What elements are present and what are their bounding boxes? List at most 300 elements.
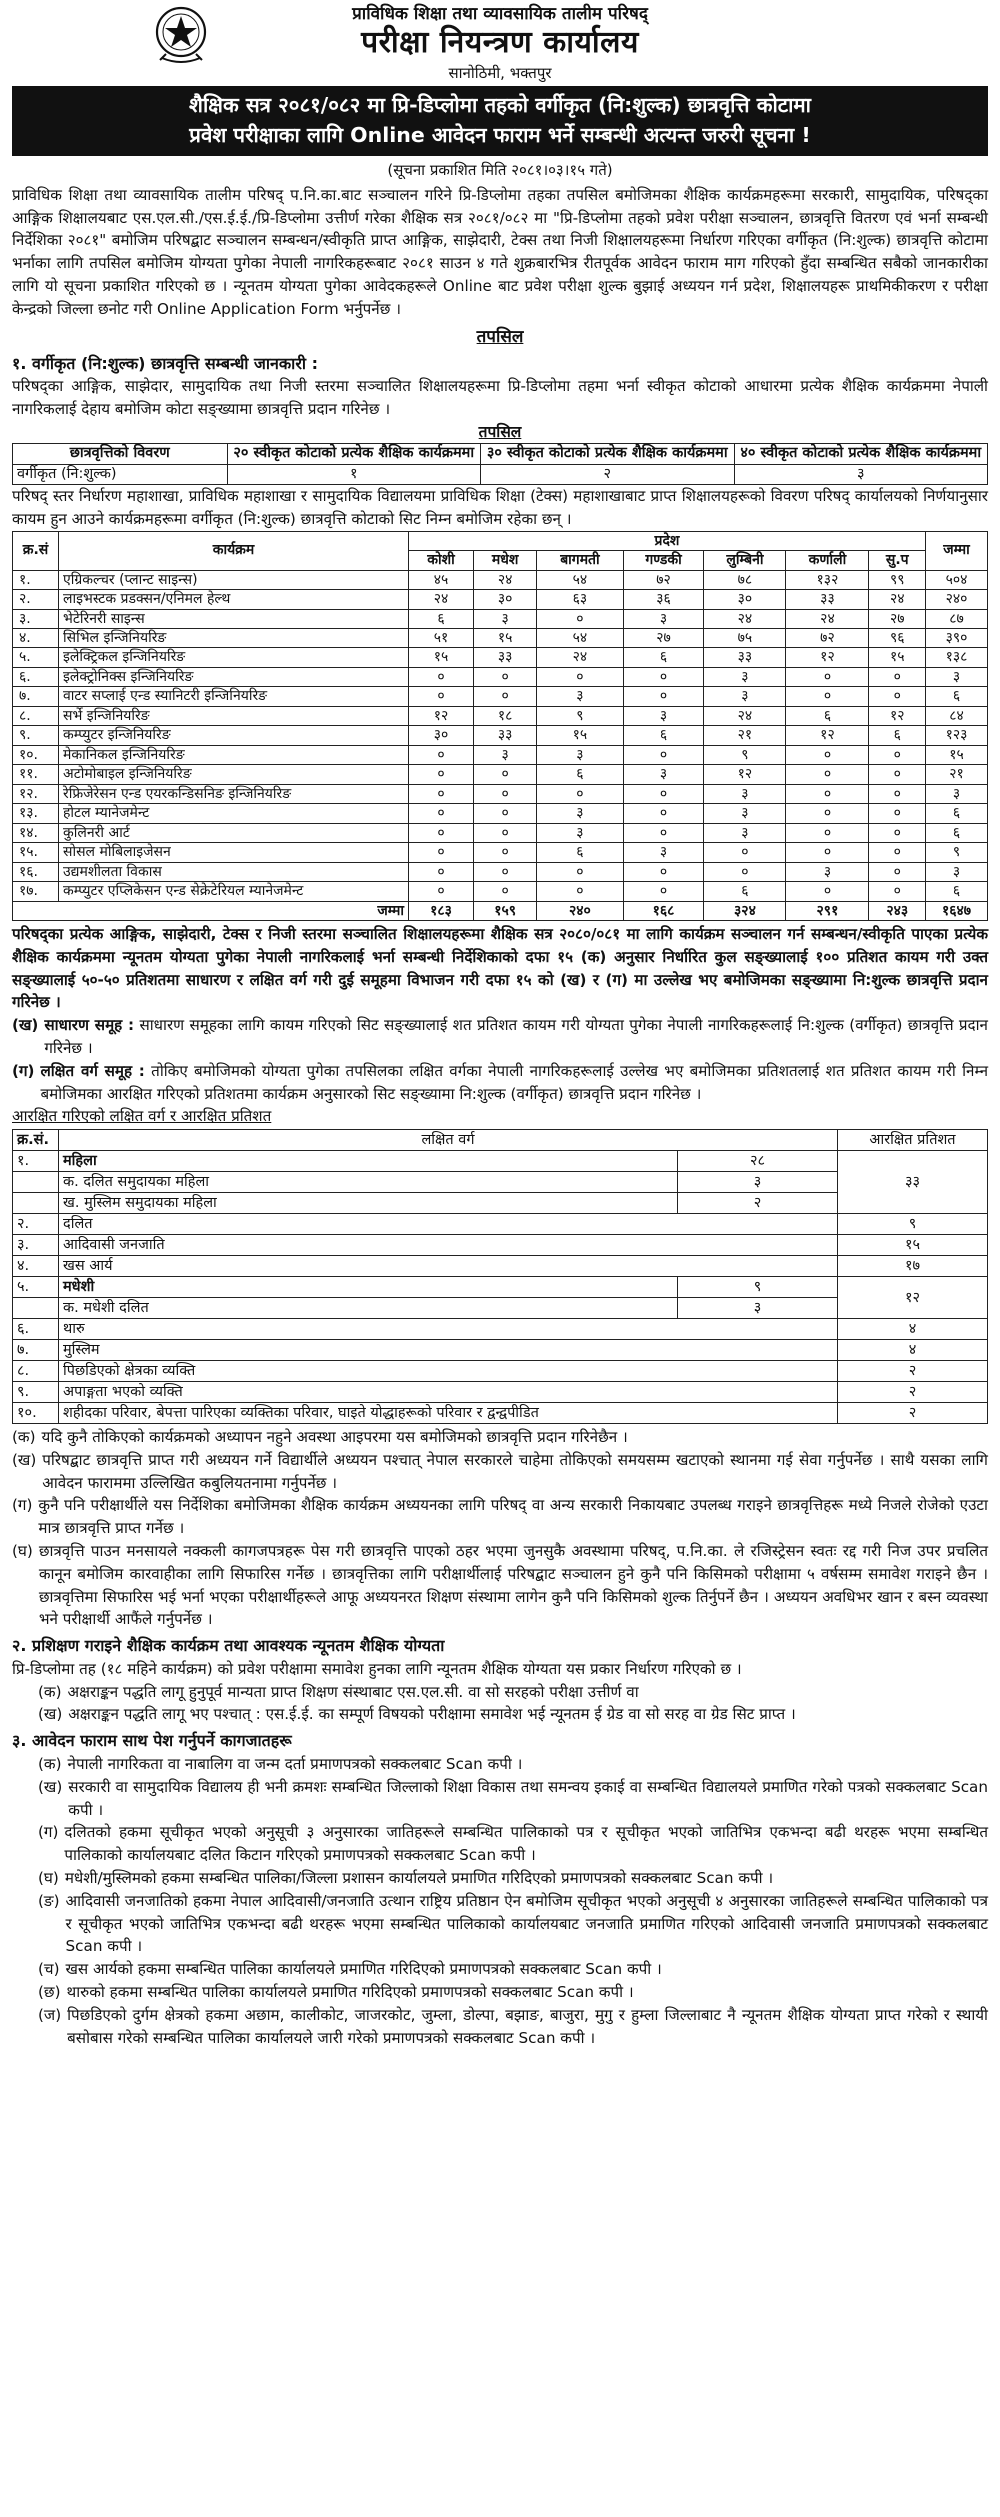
res-sn: ९.: [13, 1382, 59, 1403]
row-province-seats: ०: [537, 882, 623, 901]
quota-cell: २: [481, 464, 735, 485]
total-province-seats: १५९: [474, 901, 537, 920]
section-3-title: ३. आवेदन फाराम साथ पेश गर्नुपर्ने कागजातहरू: [12, 1731, 292, 1751]
item-text: मधेशी/मुस्लिमको हकमा सम्बन्धित पालिका/जिल्ला प्रशासन कार्यालयले प्रमाणित गरिदिएको प्रमाणपत्रको सक्कलबाट Scan कपी ।: [64, 1868, 774, 1887]
row-program: होटल म्यानेजमेन्ट: [59, 804, 409, 823]
row-province-seats: ०: [623, 882, 704, 901]
row-province-seats: ३३: [786, 590, 869, 609]
table-row: [13, 843, 988, 862]
row-province-seats: ०: [786, 745, 869, 764]
row-program: अटोमोबाइल इन्जिनियरिङ: [59, 765, 409, 784]
row-province-seats: ०: [623, 667, 704, 686]
row-province-seats: ३०: [409, 726, 474, 745]
row-province-seats: ३: [704, 687, 786, 706]
section-1-title: १. वर्गीकृत (नि:शुल्क) छात्रवृत्ति सम्बन्धी जानकारी :: [12, 353, 318, 373]
quota-table: [12, 443, 988, 485]
row-province-seats: ०: [623, 784, 704, 803]
row-province-seats: ३: [537, 804, 623, 823]
general-group-item: [12, 1014, 988, 1060]
row-province-seats: ०: [409, 667, 474, 686]
row-province-seats: ०: [623, 823, 704, 842]
item-text: परिषद्बाट छात्रवृत्ति प्राप्त गरी अध्ययन गर्ने विद्यार्थीले अध्ययन पश्चात् नेपाल सरकारले चाहेमा तोकिएको समयसम्म खटाएको स्थानमा गई सेवा गर्नुपर्नेछ । साथै यसका लागि आवेदन फाराममा उल्लिखित कबुलियतनामा गर्नुपर्नेछ ।: [42, 1450, 988, 1492]
row-province-seats: १८: [474, 706, 537, 725]
table-row: [13, 745, 988, 764]
row-province-seats: ०: [409, 804, 474, 823]
section-3-items: [12, 1753, 988, 2049]
row-total: ३: [926, 862, 988, 881]
row-province-seats: ०: [537, 862, 623, 881]
seat-distribution-table: [12, 531, 988, 921]
row-province-seats: ३०: [474, 590, 537, 609]
publish-date: (सूचना प्रकाशित मिति २०८१।०३।१५ गते): [387, 161, 613, 180]
row-province-seats: २४: [704, 706, 786, 725]
item-text: अक्षराङ्कन पद्धति लागू भए पश्चात् : एस.ई.ई. का सम्पूर्ण विषयको परीक्षामा समावेश भई न्यूनतम ई ग्रेड वा सो सरह वा ग्रेड सिट प्राप्त ।: [68, 1705, 796, 1724]
item-mark: (घ): [38, 1868, 59, 1887]
row-sn: ५.: [13, 648, 59, 667]
quota-header: ३० स्वीकृत कोटाको प्रत्येक शैक्षिक कार्यक्रममा: [481, 443, 735, 464]
row-province-seats: २४: [786, 609, 869, 628]
section-1-text: परिषद्का आङ्गिक, साझेदार, सामुदायिक तथा निजी स्तरमा सञ्चालित शिक्षालयहरूमा प्रि-डिप्लोमा तहमा भर्ना स्वीकृत कोटाको आधारमा प्रत्येक शैक्षिक कार्यक्रममा नेपाली नागरिकलाई देहाय बमोजिम कोटा सङ्ख्यामा छात्रवृत्ति प्रदान गरिनेछ ।: [12, 377, 988, 419]
item-mark: (ग): [38, 1823, 59, 1842]
row-program: कम्प्युटर एप्लिकेसन एन्ड सेक्रेटेरियल म्यानेजमेन्ट: [59, 882, 409, 901]
row-province-seats: ३: [623, 609, 704, 628]
section-2-title: २. प्रशिक्षण गराइने शैक्षिक कार्यक्रम तथा आवश्यक न्यूनतम शैक्षिक योग्यता: [12, 1636, 445, 1656]
row-province-seats: २४: [474, 570, 537, 589]
row-total: ८४: [926, 706, 988, 725]
row-province-seats: १३२: [786, 570, 869, 589]
res-pct: ९: [838, 1214, 988, 1235]
res-sub-pct: ३: [678, 1172, 838, 1193]
row-province-seats: ३: [537, 745, 623, 764]
res-sn: ४.: [13, 1256, 59, 1277]
row-program: सर्भे इन्जिनियरिङ: [59, 706, 409, 725]
row-province-seats: ६३: [537, 590, 623, 609]
row-program: वाटर सप्लाई एन्ड स्यानिटरी इन्जिनियरिङ: [59, 687, 409, 706]
org-name-office: परीक्षा नियन्त्रण कार्यालय: [361, 25, 639, 61]
row-province-seats: ०: [623, 687, 704, 706]
res-sn: [13, 1298, 59, 1319]
row-province-seats: ०: [537, 609, 623, 628]
row-province-seats: ०: [474, 804, 537, 823]
row-program: लाइभस्टक प्रडक्सन/एनिमल हेल्थ: [59, 590, 409, 609]
banner-line-2: प्रवेश परीक्षाका लागि Online आवेदन फाराम भर्ने सम्बन्धी अत्यन्त जरुरी सूचना !: [189, 122, 811, 147]
row-province-seats: ९: [704, 745, 786, 764]
row-province-seats: ०: [623, 804, 704, 823]
row-province-seats: ६: [537, 843, 623, 862]
total-province-seats: २९१: [786, 901, 869, 920]
row-sn: ९.: [13, 726, 59, 745]
section-2-items: [12, 1681, 988, 1727]
row-province-seats: ०: [409, 687, 474, 706]
res-sub-pct: २: [678, 1193, 838, 1214]
row-province-seats: ०: [474, 882, 537, 901]
row-province-seats: ०: [869, 843, 926, 862]
row-province-seats: १५: [409, 648, 474, 667]
res-group: आदिवासी जनजाति: [59, 1235, 838, 1256]
row-program: उद्यमशीलता विकास: [59, 862, 409, 881]
res-pct: ३३: [838, 1151, 988, 1214]
res-pct: ४: [838, 1319, 988, 1340]
table-row: [13, 570, 988, 589]
res-sn: १०.: [13, 1403, 59, 1424]
row-program: इलेक्ट्रोनिक्स इन्जिनियरिङ: [59, 667, 409, 686]
res-group: थारु: [59, 1319, 838, 1340]
res-pct: २: [838, 1361, 988, 1382]
quota-header: ४० स्वीकृत कोटाको प्रत्येक शैक्षिक कार्यक्रममा: [734, 443, 988, 464]
reserve-title: आरक्षित गरिएको लक्षित वर्ग र आरक्षित प्रतिशत: [12, 1107, 272, 1126]
row-total: ८७: [926, 609, 988, 628]
table-row: [13, 1256, 988, 1277]
row-province-seats: ६: [623, 726, 704, 745]
res-sn: ६.: [13, 1319, 59, 1340]
row-province-seats: ०: [869, 765, 926, 784]
row-province-seats: ९९: [869, 570, 926, 589]
item-mark: (क): [38, 1755, 62, 1773]
row-sn: १४.: [13, 823, 59, 842]
item-text: साधारण समूहका लागि कायम गरिएको सिट सङ्ख्यालाई शत प्रतिशत कायम गरी योग्यता पुगेका नेपाली नागरिकहरूलाई नि:शुल्क (वर्गीकृत) छात्रवृत्ति प्रदान गरिनेछ ।: [44, 1016, 988, 1058]
row-province-seats: १२: [869, 706, 926, 725]
row-total: ३९०: [926, 629, 988, 648]
item-text: खस आर्यको हकमा सम्बन्धित पालिका कार्यालयले प्रमाणित गरिदिएको प्रमाणपत्रको सक्कलबाट Scan कपी ।: [65, 1960, 662, 1979]
row-total: ६: [926, 804, 988, 823]
list-item: [12, 1703, 988, 1726]
row-total: १३८: [926, 648, 988, 667]
table-row: [13, 706, 988, 725]
list-item: [12, 1958, 988, 1981]
res-group: दलित: [59, 1214, 838, 1235]
item-mark: (ज): [38, 2005, 62, 2024]
row-total: ३: [926, 784, 988, 803]
item-text: दलितको हकमा सूचीकृत भएको अनुसूची ३ अनुसारका जातिहरूले सम्बन्धित पालिकाको पत्र र सूचीकृत भएको जातिभित्र एकभन्दा बढी थरहरू भएमा सम्बन्धित पालिकाको कार्यालयबाट दलित किटान गरिएको प्रमाणपत्रको सक्कलबाट Scan कपी ।: [64, 1823, 988, 1865]
item-text: छात्रवृत्ति पाउन मनसायले नक्कली कागजपत्रहरू पेस गरी छात्रवृत्ति पाएको ठहर भएमा जुनसुकै अवस्थामा परिषद्, प.नि.का. ले रजिस्ट्रेसन स्वतः रद्द गरी निज उपर प्रचलित कानून बमोजिम कारवाहीका लागि सिफारिस गर्नेछ । छात्रवृत्तिका लागि परीक्षार्थीलाई परिषद्बाट सञ्चालन हुने कुनै पनि किसिमको परीक्षामा ५ वर्षसम्म समावेश गराइने छैन । छात्रवृत्तिमा सिफारिस भई भर्ना भएका परीक्षार्थीहरूले आफू अध्ययनरत शिक्षण संस्थामा लागेन कुनै पनि किसिमको शुल्क तिर्नुपर्ने छैन । अध्ययन अवधिभर खान र बस्न व्यवस्था भने परीक्षार्थी आफैंले गर्नुपर्नेछ ।: [38, 1541, 988, 1629]
table-row: [13, 1319, 988, 1340]
row-sn: १७.: [13, 882, 59, 901]
row-province-seats: ०: [409, 823, 474, 842]
row-province-seats: ७५: [704, 629, 786, 648]
table-row: [13, 687, 988, 706]
table-row: [13, 1340, 988, 1361]
row-sn: १.: [13, 570, 59, 589]
item-bold-label: लक्षित वर्ग समूह :: [40, 1061, 145, 1080]
row-province-seats: ०: [786, 784, 869, 803]
reservation-rest-body: [13, 1319, 988, 1424]
row-province-seats: ०: [786, 667, 869, 686]
res-pct: ४: [838, 1340, 988, 1361]
notice-banner: [12, 86, 988, 156]
list-item: [12, 1867, 988, 1890]
row-sn: २.: [13, 590, 59, 609]
item-mark: (ग): [12, 1061, 35, 1080]
row-province-seats: ०: [869, 745, 926, 764]
row-province-seats: ३३: [704, 648, 786, 667]
row-province-seats: ३: [537, 823, 623, 842]
row-province-seats: ३: [537, 687, 623, 706]
table-row: [13, 726, 988, 745]
list-item: [12, 2004, 988, 2050]
row-total: ६: [926, 687, 988, 706]
province-header: गण्डकी: [623, 551, 704, 570]
row-province-seats: ०: [474, 784, 537, 803]
res-pct: २: [838, 1382, 988, 1403]
row-province-seats: ०: [869, 667, 926, 686]
row-province-seats: ०: [474, 843, 537, 862]
res-pct: १५: [838, 1235, 988, 1256]
row-sn: १५.: [13, 843, 59, 862]
row-total: ३: [926, 667, 988, 686]
row-sn: ७.: [13, 687, 59, 706]
row-sn: १२.: [13, 784, 59, 803]
quota-header: २० स्वीकृत कोटाको प्रत्येक शैक्षिक कार्यक्रममा: [227, 443, 481, 464]
header-pradesh: प्रदेश: [409, 531, 926, 550]
row-province-seats: २४: [537, 648, 623, 667]
row-program: रेफ्रिजेरेसन एन्ड एयरकन्डिसनिङ इन्जिनियरिङ: [59, 784, 409, 803]
table-row: [13, 1382, 988, 1403]
item-mark: (ख): [38, 1705, 63, 1724]
row-total: १५: [926, 745, 988, 764]
province-header: लुम्बिनी: [704, 551, 786, 570]
row-province-seats: १२: [409, 706, 474, 725]
row-province-seats: ५४: [537, 570, 623, 589]
row-sn: १०.: [13, 745, 59, 764]
seat-table-body: [13, 570, 988, 920]
item-mark: (क): [38, 1682, 62, 1701]
row-sn: १६.: [13, 862, 59, 881]
row-program: सिभिल इन्जिनियरिङ: [59, 629, 409, 648]
row-province-seats: ०: [869, 784, 926, 803]
row-province-seats: ७८: [704, 570, 786, 589]
res-group: क. दलित समुदायका महिला: [59, 1172, 678, 1193]
tapsil-heading: तपसिल: [476, 326, 524, 347]
row-province-seats: ३३: [474, 726, 537, 745]
table-row: [13, 629, 988, 648]
item-bold-label: साधारण समूह :: [44, 1016, 135, 1035]
row-sn: ४.: [13, 629, 59, 648]
row-province-seats: ३६: [623, 590, 704, 609]
item-mark: (ख): [12, 1016, 39, 1035]
table-row: [13, 1361, 988, 1382]
row-province-seats: १५: [869, 648, 926, 667]
province-header: सु.प: [869, 551, 926, 570]
list-item: [12, 1890, 988, 1958]
row-province-seats: ०: [869, 804, 926, 823]
row-province-seats: ६: [869, 726, 926, 745]
row-province-seats: १५: [537, 726, 623, 745]
province-header: कोशी: [409, 551, 474, 570]
row-province-seats: २१: [704, 726, 786, 745]
row-province-seats: ०: [869, 882, 926, 901]
row-total: ५०४: [926, 570, 988, 589]
intro-paragraph: प्राविधिक शिक्षा तथा व्यावसायिक तालीम परिषद् प.नि.का.बाट सञ्चालन गरिने प्रि-डिप्लोमा तहका तपसिल बमोजिमका शैक्षिक कार्यक्रमहरूमा सरकारी, सामुदायिक, परिषद्का आङ्गिक शिक्षालयबाट एस.एल.सी./एस.ई.ई./प्रि-डिप्लोमा उत्तीर्ण गरेका शैक्षिक सत्र २०८१/०८२ मा "प्रि-डिप्लोमा तहको प्रवेश परीक्षा सञ्चालन, छात्रवृत्ति वितरण एवं भर्ना सम्बन्धी निर्देशिका २०८१" बमोजिम परिषद्बाट सञ्चालन सम्बन्धन/स्वीकृति प्राप्त आङ्गिक, साझेदारी, टेक्स तथा निजी शिक्षालयहरूमा निर्धारण गरिएका वर्गीकृत (नि:शुल्क) छात्रवृत्ति कोटामा भर्नाका लागि तपसिल बमोजिम योग्यता पुगेका नेपाली नागरिकहरूबाट २०८१ साउन ४ गते शुक्रबारभित्र रीतपूर्वक आवेदन फाराम माग गरिएको हुँदा सम्बन्धित सबैको जानकारीका लागि यो सूचना प्रकाशित गरिएको छ । न्यूनतम योग्यता पुगेका आवेदकहरूले Online बाट प्रवेश परीक्षा शुल्क बुझाई अध्ययन गर्न प्रदेश, शिक्षालयहरू प्राथमिकीकरण र परीक्षा केन्द्रको जिल्ला छनोट गरी Online Application Form भर्नुपर्नेछ ।: [12, 185, 988, 318]
row-province-seats: ३: [704, 804, 786, 823]
row-province-seats: ६: [623, 648, 704, 667]
row-province-seats: ३०: [704, 590, 786, 609]
item-text: पिछडिएको दुर्गम क्षेत्रको हकमा अछाम, कालीकोट, जाजरकोट, जुम्ला, डोल्पा, बझाङ, बाजुरा, मुगु र हुम्ला जिल्लाबाट नै न्यूनतम शैक्षिक योग्यता प्राप्त गरेको र स्थायी बसोबास गरेको सम्बन्धित पालिका कार्यालयले जारी गरेको प्रमाणपत्रको सक्कलबाट Scan कपी ।: [67, 2005, 988, 2047]
section-1-text-2: परिषद् स्तर निर्धारण महाशाखा, प्राविधिक महाशाखा र सामुदायिक विद्यालयमा प्राविधिक शिक्षा (टेक्स) महाशाखाबाट प्राप्त शिक्षालयहरूको विवरण परिषद् कार्यालयको निर्णयानुसार कायम हुन आउने कार्यक्रमहरूमा वर्गीकृत (नि:शुल्क) छात्रवृत्ति कोटाको सिट निम्न बमोजिम रहेका छन् ।: [12, 487, 988, 528]
res-group: पिछडिएको क्षेत्रका व्यक्ति: [59, 1361, 838, 1382]
res-sub-pct: ९: [678, 1277, 838, 1298]
item-mark: (छ): [38, 1982, 61, 2001]
total-province-seats: १६८: [623, 901, 704, 920]
res-sn: २.: [13, 1214, 59, 1235]
row-province-seats: ६: [786, 706, 869, 725]
res-sn: ७.: [13, 1340, 59, 1361]
org-name-parent: प्राविधिक शिक्षा तथा व्यावसायिक तालीम परिषद्: [352, 4, 648, 24]
row-province-seats: ०: [786, 687, 869, 706]
row-program: मेकानिकल इन्जिनियरिङ: [59, 745, 409, 764]
res-group: मुस्लिम: [59, 1340, 838, 1361]
row-province-seats: ६: [409, 609, 474, 628]
province-header: कर्णाली: [786, 551, 869, 570]
row-sn: ३.: [13, 609, 59, 628]
item-mark: (ग): [12, 1496, 33, 1515]
row-province-seats: २४: [409, 590, 474, 609]
table-row: [13, 804, 988, 823]
row-province-seats: ०: [537, 667, 623, 686]
row-province-seats: ०: [704, 843, 786, 862]
quota-cell: वर्गीकृत (नि:शुल्क): [13, 464, 228, 485]
res-group: शहीदका परिवार, बेपत्ता पारिएका व्यक्तिका परिवार, घाइते योद्धाहरूको परिवार र द्वन्द्वपीडित: [59, 1403, 838, 1424]
item-mark: (ख): [38, 1777, 63, 1796]
row-province-seats: ६: [704, 882, 786, 901]
res-pct: १२: [838, 1277, 988, 1319]
item-mark: (च): [38, 1960, 60, 1979]
header-total: जम्मा: [926, 531, 988, 570]
row-province-seats: ३: [623, 843, 704, 862]
row-province-seats: ०: [869, 687, 926, 706]
row-province-seats: ०: [537, 784, 623, 803]
row-program: भेटेरिनरी साइन्स: [59, 609, 409, 628]
res-sub-pct: ३: [678, 1298, 838, 1319]
row-province-seats: ०: [409, 843, 474, 862]
letterhead: [12, 0, 988, 86]
row-province-seats: ०: [786, 765, 869, 784]
total-province-seats: २४०: [537, 901, 623, 920]
res-group: अपाङ्गता भएको व्यक्ति: [59, 1382, 838, 1403]
total-label: जम्मा: [13, 901, 409, 920]
row-province-seats: २७: [869, 609, 926, 628]
row-total: १२३: [926, 726, 988, 745]
row-province-seats: ०: [474, 862, 537, 881]
table-row: [13, 882, 988, 901]
item-text: तोकिए बमोजिमको योग्यता पुगेका तपसिलका लक्षित वर्गका नेपाली नागरिकहरूलाई उल्लेख भए बमोजिमका प्रतिशतलाई शत प्रतिशत कायम गरी निम्न बमोजिमका आरक्षित गरिएको प्रतिशतमा कार्यक्रम अनुसारको सिट सङ्ख्यामा नि:शुल्क (वर्गीकृत) छात्रवृत्ति प्रदान गरिनेछ ।: [40, 1061, 988, 1103]
row-province-seats: १५: [474, 629, 537, 648]
table-row: [13, 1214, 988, 1235]
table-row: [13, 648, 988, 667]
item-text: थारुको हकमा सम्बन्धित पालिका कार्यालयले प्रमाणित गरिदिएको प्रमाणपत्रको सक्कलबाट Scan कपी ।: [66, 1982, 634, 2001]
res-sn: ३.: [13, 1235, 59, 1256]
item-mark: (ख): [12, 1450, 37, 1469]
row-province-seats: ०: [786, 804, 869, 823]
row-sn: १३.: [13, 804, 59, 823]
table-row: [13, 590, 988, 609]
row-sn: ११.: [13, 765, 59, 784]
list-item: [12, 1540, 988, 1631]
row-program: कम्प्युटर इन्जिनियरिङ: [59, 726, 409, 745]
list-item: [12, 1776, 988, 1822]
res-group: क. मधेशी दलित: [59, 1298, 678, 1319]
res-pct: १७: [838, 1256, 988, 1277]
res-group: ख. मुस्लिम समुदायका महिला: [59, 1193, 678, 1214]
row-province-seats: ९: [537, 706, 623, 725]
row-province-seats: ०: [474, 687, 537, 706]
table-row: [13, 862, 988, 881]
total-province-seats: २४३: [869, 901, 926, 920]
grand-total: १६४७: [926, 901, 988, 920]
item-mark: (क): [12, 1428, 36, 1446]
list-item: [12, 1981, 988, 2004]
total-province-seats: १८३: [409, 901, 474, 920]
row-province-seats: ०: [869, 823, 926, 842]
row-program: सोसल मोबिलाइजेसन: [59, 843, 409, 862]
row-total: ६: [926, 823, 988, 842]
res-sn: ८.: [13, 1361, 59, 1382]
table-row: [13, 823, 988, 842]
row-province-seats: ३: [704, 823, 786, 842]
row-province-seats: ३: [623, 706, 704, 725]
row-province-seats: ०: [409, 882, 474, 901]
row-province-seats: ३: [623, 765, 704, 784]
table-row: [13, 609, 988, 628]
res-sn: १.: [13, 1151, 59, 1172]
table-row: [13, 1151, 988, 1172]
province-header: मधेश: [474, 551, 537, 570]
row-province-seats: ०: [786, 843, 869, 862]
table-row: [13, 765, 988, 784]
target-group-item: [12, 1060, 988, 1106]
banner-line-1: शैक्षिक सत्र २०८१/०८२ मा प्रि-डिप्लोमा तहको वर्गीकृत (नि:शुल्क) छात्रवृत्ति कोटामा: [189, 93, 811, 117]
row-province-seats: ०: [409, 765, 474, 784]
row-province-seats: ०: [704, 862, 786, 881]
res-group: महिला: [59, 1151, 678, 1172]
row-province-seats: ०: [474, 667, 537, 686]
row-province-seats: ३: [704, 784, 786, 803]
row-total: २१: [926, 765, 988, 784]
notes-list: [12, 1426, 988, 1631]
res-group: मधेशी: [59, 1277, 678, 1298]
item-text: नेपाली नागरिकता वा नाबालिग वा जन्म दर्ता प्रमाणपत्रको सक्कलबाट Scan कपी ।: [67, 1755, 523, 1773]
list-item: [12, 1821, 988, 1867]
row-province-seats: ३: [474, 745, 537, 764]
quota-cell: १: [227, 464, 481, 485]
row-province-seats: ३३: [474, 648, 537, 667]
row-province-seats: ७२: [786, 629, 869, 648]
list-item: [12, 1426, 988, 1449]
quota-header: छात्रवृत्तिको विवरण: [13, 443, 228, 464]
table-row: [13, 784, 988, 803]
item-text: यदि कुनै तोकिएको कार्यक्रमको अध्यापन नहुने अवस्था आइपरमा यस बमोजिमको छात्रवृत्ति प्रदान गरिनेछैन ।: [41, 1428, 628, 1446]
row-province-seats: ०: [786, 882, 869, 901]
row-program: कुलिनरी आर्ट: [59, 823, 409, 842]
res-sn: [13, 1172, 59, 1193]
res-sn: ५.: [13, 1277, 59, 1298]
row-total: ९: [926, 843, 988, 862]
row-program: एग्रिकल्चर (प्लान्ट साइन्स): [59, 570, 409, 589]
row-province-seats: १२: [704, 765, 786, 784]
header-program: कार्यक्रम: [59, 531, 409, 570]
res-sub-pct: २८: [678, 1151, 838, 1172]
table-row: [13, 1277, 988, 1298]
row-total: ६: [926, 882, 988, 901]
row-province-seats: १२: [786, 726, 869, 745]
row-total: २४०: [926, 590, 988, 609]
row-province-seats: १२: [786, 648, 869, 667]
item-text: कुनै पनि परीक्षार्थीले यस निर्देशिका बमोजिमका शैक्षिक कार्यक्रम अध्ययनका लागि परिषद् वा अन्य सरकारी निकायबाट उपलब्ध गराइने छात्रवृत्तिहरू मध्ये निजले रोजेको एउटा मात्र छात्रवृत्ति प्राप्त गर्नेछ ।: [38, 1496, 988, 1538]
row-province-seats: ०: [409, 745, 474, 764]
row-province-seats: ०: [474, 765, 537, 784]
row-province-seats: ०: [869, 862, 926, 881]
item-text: सरकारी वा सामुदायिक विद्यालय ही भनी क्रमशः सम्बन्धित जिल्लाको शिक्षा विकास तथा समन्वय इकाई वा सम्बन्धित विद्यालयले प्रमाणित गरेको पत्रको सक्कलबाट Scan कपी ।: [68, 1777, 988, 1819]
after-table-paragraph: परिषद्का प्रत्येक आङ्गिक, साझेदारी, टेक्स र निजी स्तरमा सञ्चालित शिक्षालयहरूमा शैक्षिक सत्र २०८०/०८१ मा लागि कार्यक्रम सञ्चालन गर्न सम्बन्धन/स्वीकृति पाएका प्रत्येक शैक्षिक कार्यक्रममा न्यूनतम योग्यता पुगेका नेपाली नागरिकलाई भर्ना सम्बन्धी निर्देशिकाको दफा १५ (क) अनुसार निर्धारित कुल सङ्ख्यालाई १०० प्रतिशत कायम गरी उक्त सङ्ख्यालाई ५०-५० प्रतिशतमा साधारण र लक्षित वर्ग गरी दुई समूहमा विभाजन गरी दफा १५ को (ख) र (ग) मा उल्लेख भए बमोजिमका सङ्ख्यामा नि:शुल्क छात्रवृत्ति प्रदान गरिनेछ ।: [12, 925, 988, 1012]
